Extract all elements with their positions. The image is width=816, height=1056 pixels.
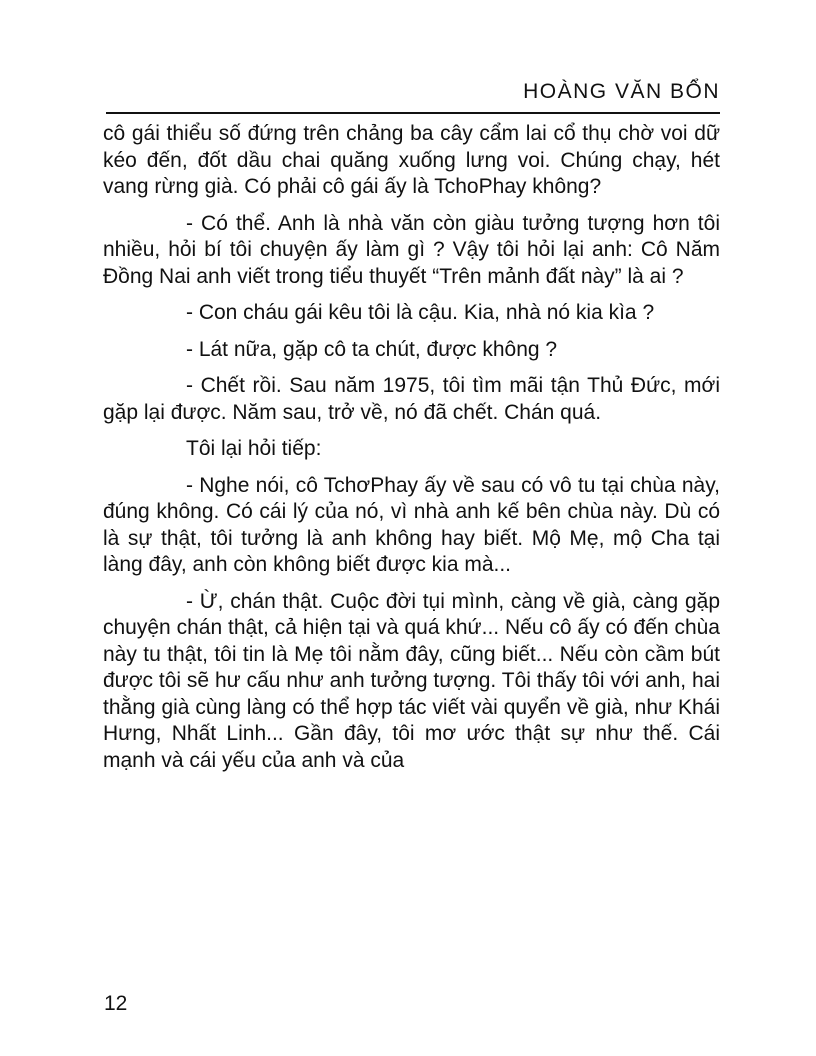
- paragraph-6: Tôi lại hỏi tiếp:: [186, 437, 322, 460]
- page-number: 12: [104, 992, 128, 1015]
- paragraph-5: - Chết rồi. Sau năm 1975, tôi tìm mãi tận Thủ Đức, mới gặp lại được. Năm sau, trở về, nó đã chết. Chán quá.: [103, 374, 720, 424]
- header-divider: [106, 112, 720, 114]
- paragraph-3: - Con cháu gái kêu tôi là cậu. Kia, nhà nó kia kìa ?: [186, 301, 655, 324]
- paragraph-1: cô gái thiểu số đứng trên chảng ba cây cẩm lai cổ thụ chờ voi dữ kéo đến, đốt dầu chai quăng xuống lưng voi. Chúng chạy, hét vang rừng già. Có phải cô gái ấy là TchoPhay không?: [103, 122, 720, 198]
- paragraph-4: - Lát nữa, gặp cô ta chút, được không ?: [186, 337, 558, 361]
- paragraph-7: - Nghe nói, cô TchơPhay ấy về sau có vô tu tại chùa này, đúng không. Có cái lý của nó, vì nhà anh kế bên chùa này. Dù có là sự thật, tôi tưởng là anh không hay biết. Mộ Mẹ, mộ Cha tại làng đây, anh còn không biết được kia mà...: [103, 473, 720, 576]
- running-header-author: HOÀNG VĂN BỔN: [523, 80, 720, 103]
- paragraph-8: - Ừ, chán thật. Cuộc đời tụi mình, càng về già, càng gặp chuyện chán thật, cả hiện tại và quá khứ... Nếu cô ấy có đến chùa này tu thật, tôi tin là Mẹ tôi nằm đây, cũng biết... Nếu còn cầm bút được tôi sẽ hư cấu như anh tưởng tượng. Tôi thấy tôi với anh, hai thằng già cùng làng có thể hợp tác viết vài quyển về già, như Khái Hưng, Nhất Linh... Gần đây, tôi mơ ước thật sự như thế. Cái mạnh và cái yếu của anh và của: [103, 589, 720, 772]
- paragraph-2: - Có thể. Anh là nhà văn còn giàu tưởng tượng hơn tôi nhiều, hỏi bí tôi chuyện ấy làm gì ? Vậy tôi hỏi lại anh: Cô Năm Đồng Nai anh viết trong tiểu thuyết “Trên mảnh đất này” là ai ?: [103, 211, 720, 288]
- body-text: [103, 121, 720, 784]
